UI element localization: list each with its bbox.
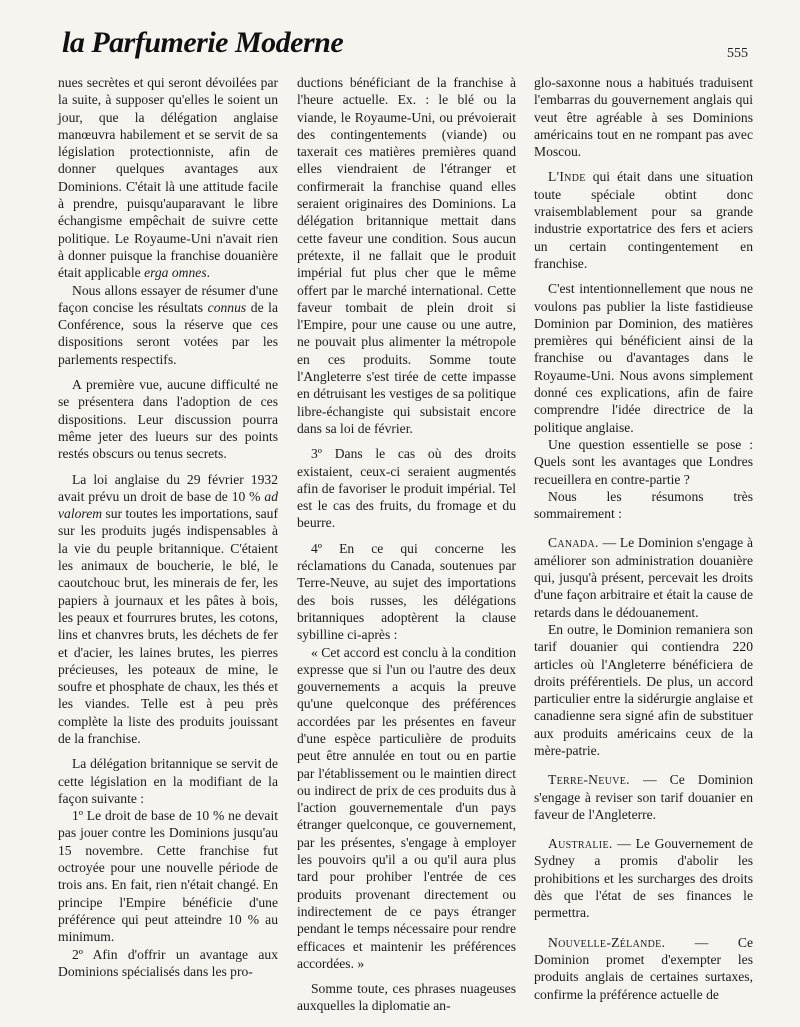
country-heading: Nouvelle-Zélande.: [548, 934, 666, 950]
paragraph: Une question essentielle se pose : Quels sont les avantages que Londres recueillera en contre-partie ?: [534, 436, 753, 487]
latin-phrase: ad valorem: [58, 488, 279, 522]
paragraph: Nouvelle-Zélande. — Ce Dominion promet d'exempter les produits anglais de certaines surtaxes, confirme la préférence actuelle de: [534, 934, 753, 1002]
paragraph: 3º Dans le cas où des droits existaient, ceux-ci seraient augmentés afin de favoriser le produit impérial. Tel est le cas des fruits, du fromage et du beurre.: [297, 446, 516, 531]
country-heading: L'Inde: [548, 169, 586, 185]
quoted-clause: « Cet accord est conclu à la condition expresse que si l'un ou l'autre des deux gouvernements a acquis la preuve qu'une quelconque des préférences accordées par les présentes en faveur d'une espèce particulière de produits peut être annulée en tout ou en partie par l'établissement ou le maintien direct ou indirect de prix de ces produits dus à l'action gouvernementale d'un pays étranger quelconque, ce gouvernement, par les présentes, s'engage à employer les pouvoirs qu'il a ou qu'il aura plus tard pour prohiber l'entrée de ces produits provenant directement ou indirectement de ce pays étranger pendant le temps nécessaire pour rendre efficaces et maintenir les préférences accordées. »: [297, 644, 516, 971]
paragraph: En outre, le Dominion remaniera son tarif douanier qui contiendra 220 articles où l'Angleterre bénéficiera de droits préférentiels. De plus, un accord particulier entre la sidérurgie anglaise et canadienne sera signé afin de substituer aux produits américains ceux de la mère-patrie.: [534, 621, 753, 758]
country-heading: Australie.: [548, 836, 613, 852]
article-column-1: [58, 74, 278, 1004]
paragraph: La loi anglaise du 29 février 1932 avait prévu un droit de base de 10 % ad valorem sur toutes les importations, sauf sur les produits jugés indispensables à la vie du peuple britannique. C'étaient les animaux de boucherie, le blé, le caoutchouc brut, les minerais de fer, les papiers à journaux et les pâtes à bois, les peaux et fourrures brutes, les cotons, lins et chanvres bruts, les déchets de fer et d'acier, les laines brutes, les pierres précieuses, les poteaux de mine, le soufre et phosphate de chaux, les thés et les viandes. Telle est à peu près complète la liste des produits jouissant de la franchise.: [58, 471, 279, 746]
paragraph: Nous les résumons très sommairement :: [534, 488, 753, 522]
country-heading: Terre-Neuve.: [548, 772, 630, 788]
page-number: 555: [727, 46, 748, 61]
paragraph: Somme toute, ces phrases nuageuses auxquelles la diplomatie an-: [297, 981, 516, 1014]
paragraph: Canada. — Le Dominion s'engage à améliorer son administration douanière qui, jusqu'à présent, percevait les droits d'une façon arbitraire et était la cause de retards dans le dédouanement.: [534, 535, 753, 620]
article-column-3: [534, 74, 753, 1004]
paragraph: glo-saxonne nous a habitués traduisent l'embarras du gouvernement anglais qui veut être agréable à ses Dominions américains tout en ne rompant pas avec Moscou.: [534, 75, 753, 160]
paragraph: L'Inde qui était dans une situation toute spéciale obtint donc vraisemblablement pour sa grande industrie exportatrice des fers et aciers un certain contingentement en franchise.: [534, 169, 753, 271]
paragraph: Nous allons essayer de résumer d'une façon concise les résultats connus de la Conférence, sous la réserve que ces dispositions seront votées par les parlements respectifs.: [58, 282, 278, 367]
paragraph: 2º Afin d'offrir un avantage aux Dominions spécialisés dans les pro-: [58, 946, 278, 979]
paragraph: A première vue, aucune difficulté ne se présentera dans l'adoption de ces dispositions. Leur discussion pourra même jeter des lueurs sur des points restés obscurs ou tenus secrets.: [58, 377, 278, 462]
journal-masthead: la Parfumerie Moderne: [62, 26, 344, 59]
paragraph: Australie. — Le Gouvernement de Sydney a promis d'abolir les prohibitions et les surcharges des droits dès que l'état de ses finances le permettra.: [534, 836, 753, 921]
paragraph: Terre-Neuve. — Ce Dominion s'engage à reviser son tarif douanier en faveur de l'Angleterre.: [534, 772, 754, 822]
emphasis: connus: [207, 299, 247, 315]
latin-phrase: erga omnes: [144, 265, 207, 281]
paragraph: nues secrètes et qui seront dévoilées par la suite, à supposer qu'elles le soient un jour, que la délégation anglaise manœuvra habilement et se servit de sa législation protectionniste, afin de donner quelques avantages aux Dominions. C'était là une attitude facile à prendre, puisqu'auparavant le libre échangisme empêchait de suivre cette politique. Le Royaume-Uni n'avait rien à donner puisque la franchise douanière était applicable erga omnes.: [58, 75, 278, 281]
paragraph: 4º En ce qui concerne les réclamations du Canada, soutenues par Terre-Neuve, au sujet des importations des bois russes, les délégations britanniques adoptèrent la clause sybilline ci-après :: [297, 540, 516, 643]
paragraph: ductions bénéficiant de la franchise à l'heure actuelle. Ex. : le blé ou la viande, le Royaume-Uni, ou prévoierait des contingentements (viande) ou taxerait ces matières premières quand elles viendraient de l'étranger et confirmerait la franchise quand elles seraient originaires des Dominions. La délégation britannique mettait dans cette faveur une condition. Sous aucun prétexte, il ne fallait que le produit impérial fut plus cher que le même offert par le marché international. Cette faveur tombait de plein droit si l'Empire, pour une cause ou une autre, ne pouvait plus alimenter la métropole en ces produits. Somme toute l'Angleterre s'est tirée de cette impasse en détruisant les vestiges de sa politique libre-échangiste qui subsistait encore dans sa loi de février.: [297, 75, 516, 436]
paragraph: La délégation britannique se servit de cette législation en la modifiant de la façon suivante :: [58, 756, 278, 806]
paragraph: C'est intentionnellement que nous ne voulons pas publier la liste fastidieuse Dominion par Dominion, des matières premières qui bénéficient ainsi de la franchise ou d'avantages dans le Royaume-Uni. Nous avons simplement donné ces explications, afin de faire comprendre l'idée directrice de la politique anglaise.: [534, 281, 753, 435]
article-column-2: [297, 74, 516, 1014]
country-heading: Canada.: [548, 535, 599, 551]
paragraph: 1º Le droit de base de 10 % ne devait pas jouer contre les Dominions jusqu'au 15 novembre. Cette franchise fut octroyée pour une nouvelle période de trois ans. En fait, rien n'était changé. En principe l'Empire bénéficie d'une préférence qui peut atteindre 10 % au minimum.: [58, 808, 278, 945]
